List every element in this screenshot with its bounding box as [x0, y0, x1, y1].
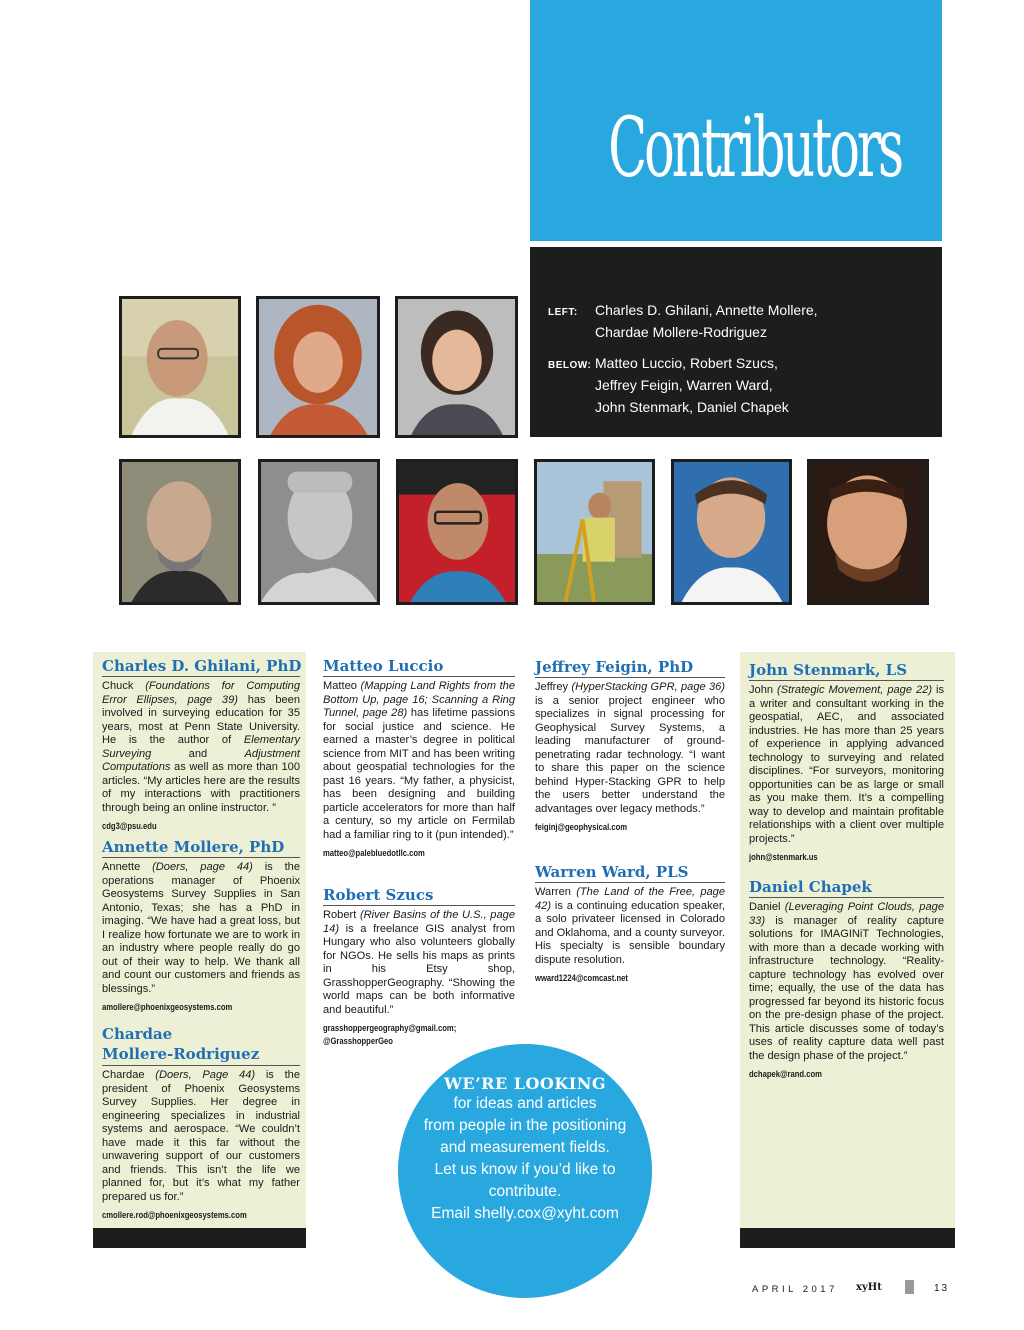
photo-john-stenmark — [671, 459, 792, 605]
contributor-email[interactable]: cmollere.rod@phoenixgeosystems.com — [102, 1210, 247, 1220]
contributor-name: Robert Szucs — [323, 886, 515, 906]
contributor-name: Warren Ward, PLS — [535, 863, 725, 883]
contributor-luccio — [323, 657, 515, 858]
contributor-name: John Stenmark, LS — [749, 661, 944, 681]
caption-below-line-1: Matteo Luccio, Robert Szucs, — [595, 355, 778, 371]
contributor-bio: John (Strategic Movement, page 22) is a writer and consultant working in the geospatial, AEC, and associated industries. He has more than 25 years of experience in applying advanced technology to surveying and related disciplines. “For surveyors, monitoring opportunities can be as large or small as you make them. It’s a compelling way to develop and maintain profitable relationships with a client over multiple projects.” — [749, 684, 944, 845]
contributor-bio: Matteo (Mapping Land Rights from the Bottom Up, page 16; Scanning a Ring Tunnel, page 28) has lifetime passions for social justice and science. He earned a master’s degree in political science from MIT and has been writing about geospatial technologies for the past 16 years. “My father, a physicist, has been designing and building particle accelerators for more than half a century, so my article on Fermilab had a familiar ring to it (pun intended).” — [323, 680, 516, 841]
callout-line: Let us know if you’d like to — [434, 1161, 616, 1178]
photo-jeffrey-feigin — [396, 459, 518, 605]
footer-issue-date: APRIL 2017 — [752, 1284, 838, 1295]
contributor-name: Daniel Chapek — [749, 878, 944, 898]
column-1-footer-bar — [93, 1228, 306, 1248]
contributor-chapek — [749, 878, 944, 1079]
contributor-bio: Robert (River Basins of the U.S., page 14) is a freelance GIS analyst from Hungary who also volunteers globally for NGOs. He sells his maps as prints in his Etsy shop, GrasshopperGeography. “Showing the world maps can be both informative and beautiful.” — [323, 909, 515, 1016]
contributor-name: Matteo Luccio — [323, 657, 515, 677]
contributor-ghilani — [102, 657, 300, 831]
title-banner — [530, 0, 942, 241]
caption-below-key: BELOW: — [548, 360, 592, 371]
page-title: Contributors — [608, 101, 902, 196]
contributor-szucs — [323, 886, 515, 1046]
contributor-bio: Chuck (Foundations for Computing Error Ellipses, page 39) has been involved in surveying education for 35 years, most at Penn State University. He is the author of Elementary Surveying and Adjustment Computations as well as more than 100 articles. “My articles here are the results of my interactions with practitioners through being an online instructor. ” — [102, 680, 301, 814]
call-for-contributors-callout — [398, 1044, 652, 1298]
photo-matteo-luccio — [119, 459, 241, 605]
photo-robert-szucs — [258, 459, 380, 605]
caption-left-line-2: Chardae Mollere-Rodriguez — [595, 324, 767, 340]
contributor-bio: Warren (The Land of the Free, page 42) is a continuing education speaker, a solo privateer licensed in Colorado and Oklahoma, and a county surveyor. His specialty is sensible boundary dispute resolution. — [535, 886, 725, 966]
contributor-handle[interactable]: @GrasshopperGeo — [323, 1036, 393, 1046]
contributor-name: Charles D. Ghilani, PhD — [102, 657, 302, 675]
contributor-feigin — [535, 658, 725, 832]
contributor-email[interactable]: amollere@phoenixgeosystems.com — [102, 1002, 233, 1012]
photo-daniel-chapek — [807, 459, 929, 605]
callout-email[interactable]: Email shelly.cox@xyht.com — [431, 1205, 619, 1222]
photo-caption-box — [530, 247, 942, 437]
caption-below-line-3: John Stenmark, Daniel Chapek — [595, 399, 789, 415]
contributor-bio: Daniel (Leveraging Point Clouds, page 33) is manager of reality capture solutions for IMAGINiT Technologies, with more than a decade working with infrastructure technology. “Reality-capture technology has evolved over time; equally, the use of the data has progressed far beyond its historic focus on the pre-design phase of the project. This article discusses some of today’s uses of reality capture data well past the design phase of the project.” — [749, 901, 944, 1062]
contributor-rodriguez — [102, 1024, 300, 1220]
contributor-ward — [535, 863, 725, 983]
contributor-stenmark — [749, 661, 944, 862]
contributor-email[interactable]: cdg3@psu.edu — [102, 821, 157, 831]
footer-divider — [905, 1280, 914, 1294]
callout-line: contribute. — [488, 1183, 562, 1200]
callout-line: for ideas and articles — [453, 1095, 597, 1112]
contributor-name: Annette Mollere, PhD — [102, 838, 300, 858]
contributor-bio: Jeffrey (HyperStacking GPR, page 36) is a senior project engineer who specializes in signal processing for Geophysical Survey Systems, a leading manufacturer of ground-penetrating radar technology. “I want to share this paper on the science behind Hyper-Stacking GPR to help the users better understand the advantages over legacy methods.” — [535, 681, 725, 815]
callout-line: and measurement fields. — [440, 1139, 610, 1156]
footer-magazine-name: xyHt — [856, 1282, 882, 1293]
photo-chardae-mollere-rodriguez — [395, 296, 518, 438]
photo-charles-ghilani — [119, 296, 241, 438]
callout-headline: WE’RE LOOKING — [443, 1074, 607, 1093]
footer-page-number: 13 — [934, 1283, 950, 1294]
contributor-mollere — [102, 838, 300, 1012]
contributor-name: Jeffrey Feigin, PhD — [535, 658, 725, 678]
contributor-bio: Annette (Doers, page 44) is the operations manager of Phoenix Geosystems Survey Supplies in San Antonio, Texas; she has a PhD in imaging. “We have had a great loss, but I realize how fortunate we are to work in an industry where people really do go out of their way to help. We thank all and count our customers and friends as blessings.” — [102, 861, 300, 995]
photo-annette-mollere — [256, 296, 380, 438]
contributor-email[interactable]: wward1224@comcast.net — [535, 973, 628, 983]
contributor-email[interactable]: feiginj@geophysical.com — [535, 822, 628, 832]
contributor-email[interactable]: grasshoppergeography@gmail.com; — [323, 1023, 457, 1033]
contributor-bio: Chardae (Doers, Page 44) is the president of Phoenix Geosystems Survey Supplies. Her degree in engineering specializes in industrial systems and aerospace. “We couldn’t have made it this far without the unwavering support of our customers and friends. This isn’t the life we planned for, but it’s what my father prepared us for.” — [102, 1069, 300, 1203]
contributor-email[interactable]: matteo@palebluedotllc.com — [323, 848, 425, 858]
photo-warren-ward — [534, 459, 655, 605]
caption-left-line-1: Charles D. Ghilani, Annette Mollere, — [595, 302, 818, 318]
caption-left-key: LEFT: — [548, 307, 578, 318]
contributor-name: Chardae Mollere-Rodriguez — [102, 1024, 300, 1066]
caption-below-line-2: Jeffrey Feigin, Warren Ward, — [595, 377, 773, 393]
callout-line: from people in the positioning — [423, 1117, 627, 1134]
contributor-email[interactable]: dchapek@rand.com — [749, 1069, 822, 1079]
contributor-email[interactable]: john@stenmark.us — [749, 852, 818, 862]
column-4-footer-bar — [740, 1228, 955, 1248]
